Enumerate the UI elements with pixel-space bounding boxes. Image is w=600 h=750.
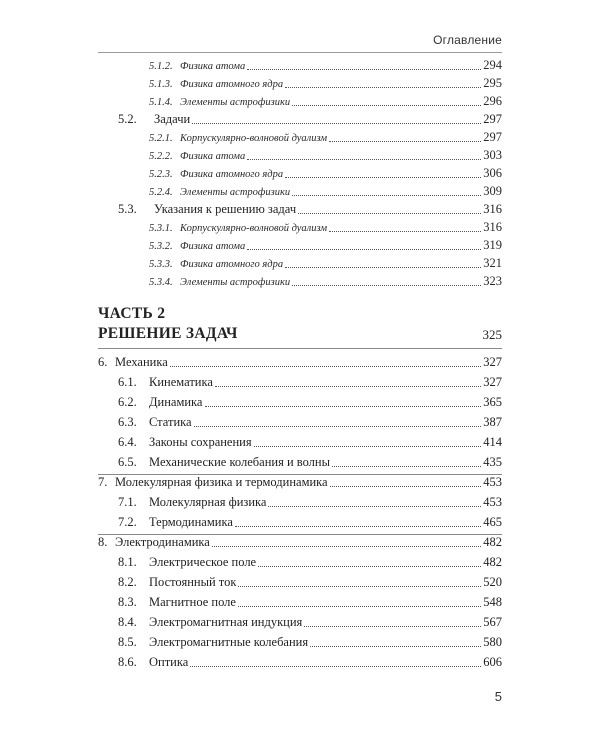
toc-entry[interactable]	[98, 352, 502, 372]
entry-page: 316	[483, 202, 502, 216]
entry-title: Физика атомного ядра	[180, 79, 284, 90]
entry-number: 5.2.3.	[149, 169, 173, 180]
dot-leader	[329, 230, 481, 232]
entry-title: Законы сохранения	[149, 435, 252, 449]
entry-page: 453	[483, 475, 502, 489]
entry-title: Динамика	[149, 395, 203, 409]
toc-entry[interactable]	[118, 552, 502, 572]
entry-title: Механика	[115, 355, 168, 369]
dot-leader	[310, 645, 481, 647]
toc-entry[interactable]	[149, 235, 502, 255]
entry-title: Корпускулярно-волновой дуализм	[180, 223, 328, 234]
dot-leader	[285, 176, 481, 178]
dot-leader	[170, 365, 481, 367]
dot-leader	[285, 86, 481, 88]
entry-number: 5.2.	[118, 112, 137, 126]
part-page: 325	[482, 327, 502, 342]
entry-number: 5.2.1.	[149, 133, 173, 144]
dot-leader	[247, 248, 481, 250]
entry-title: Постоянный ток	[149, 575, 237, 589]
dot-leader	[292, 194, 481, 196]
entry-page: 465	[483, 515, 502, 529]
dot-leader	[304, 625, 481, 627]
dot-leader	[292, 284, 481, 286]
entry-page: 548	[483, 595, 502, 609]
entry-number: 8.5.	[118, 635, 137, 649]
header-rule	[98, 52, 502, 53]
entry-title: Кинематика	[149, 375, 213, 389]
entry-number: 7.1.	[118, 495, 137, 509]
entry-page: 296	[483, 94, 502, 108]
toc-entry[interactable]	[118, 432, 502, 452]
entry-title: Электродинамика	[115, 535, 210, 549]
dot-leader	[285, 266, 481, 268]
dot-leader	[194, 425, 482, 427]
entry-number: 6.2.	[118, 395, 137, 409]
toc-entry[interactable]	[149, 217, 502, 237]
entry-page: 306	[483, 166, 502, 180]
dot-leader	[190, 665, 481, 667]
entry-title: Физика атома	[180, 61, 246, 72]
entry-number: 6.	[98, 355, 108, 369]
toc-entry[interactable]	[118, 592, 502, 612]
entry-page: 453	[483, 495, 502, 509]
toc-entry[interactable]	[98, 532, 502, 552]
entry-title: Молекулярная физика и термодинамика	[115, 475, 328, 489]
entry-page: 520	[483, 575, 502, 589]
dot-leader	[247, 68, 481, 70]
dot-leader	[258, 565, 481, 567]
entry-title: Физика атома	[180, 151, 246, 162]
entry-title: Элементы астрофизики	[180, 97, 291, 108]
entry-title: Указания к решению задач	[154, 202, 297, 216]
dot-leader	[329, 140, 481, 142]
entry-page: 316	[483, 220, 502, 234]
entry-page: 580	[483, 635, 502, 649]
dot-leader	[292, 104, 481, 106]
dot-leader	[205, 405, 482, 407]
toc-entry[interactable]	[149, 253, 502, 273]
entry-page: 606	[483, 655, 502, 669]
dot-leader	[215, 385, 481, 387]
dot-leader	[238, 605, 481, 607]
toc-entry[interactable]	[118, 512, 502, 532]
entry-title: Статика	[149, 415, 192, 429]
toc-entry[interactable]	[149, 55, 502, 75]
entry-title: Электромагнитная индукция	[149, 615, 303, 629]
dot-leader	[192, 122, 481, 124]
entry-number: 8.2.	[118, 575, 137, 589]
entry-page: 435	[483, 455, 502, 469]
toc-entry[interactable]	[118, 652, 502, 672]
entry-title: Молекулярная физика	[149, 495, 267, 509]
entry-page: 567	[483, 615, 502, 629]
toc-entry[interactable]	[118, 109, 502, 129]
toc-entry[interactable]	[118, 392, 502, 412]
entry-page: 365	[483, 395, 502, 409]
entry-page: 327	[483, 375, 502, 389]
dot-leader	[268, 505, 481, 507]
dot-leader	[238, 585, 481, 587]
toc-entry[interactable]	[118, 199, 502, 219]
part-label: ЧАСТЬ 2	[98, 305, 166, 322]
entry-page: 297	[483, 130, 502, 144]
dot-leader	[247, 158, 481, 160]
entry-page: 387	[483, 415, 502, 429]
toc-entry[interactable]	[118, 412, 502, 432]
entry-number: 8.6.	[118, 655, 137, 669]
part-rule	[98, 348, 502, 349]
toc-entry[interactable]	[118, 452, 502, 472]
toc-entry[interactable]	[149, 163, 502, 183]
entry-number: 7.2.	[118, 515, 137, 529]
entry-page: 303	[483, 148, 502, 162]
entry-page: 319	[483, 238, 502, 252]
entry-number: 5.1.3.	[149, 79, 173, 90]
entry-page: 321	[483, 256, 502, 270]
entry-number: 5.3.4.	[149, 277, 173, 288]
toc-entry[interactable]	[149, 91, 502, 111]
running-head: Оглавление	[433, 33, 502, 47]
entry-title: Оптика	[149, 655, 189, 669]
entry-page: 295	[483, 76, 502, 90]
dot-leader	[212, 545, 481, 547]
entry-number: 8.3.	[118, 595, 137, 609]
toc-entry[interactable]	[98, 472, 502, 492]
toc-entry[interactable]	[149, 73, 502, 93]
toc-entry[interactable]	[149, 181, 502, 201]
dot-leader	[330, 485, 482, 487]
entry-page: 323	[483, 274, 502, 288]
entry-number: 7.	[98, 475, 108, 489]
toc-entry[interactable]	[149, 145, 502, 165]
entry-number: 5.3.3.	[149, 259, 173, 270]
dot-leader	[332, 465, 481, 467]
toc-entry[interactable]	[149, 271, 502, 291]
toc-entry[interactable]	[118, 572, 502, 592]
dot-leader	[235, 525, 481, 527]
entry-title: Магнитное поле	[149, 595, 236, 609]
entry-number: 6.3.	[118, 415, 137, 429]
entry-number: 5.3.1.	[149, 223, 173, 234]
entry-page: 482	[483, 535, 502, 549]
entry-title: Физика атома	[180, 241, 246, 252]
entry-title: Электромагнитные колебания	[149, 635, 309, 649]
entry-number: 5.2.4.	[149, 187, 173, 198]
entry-title: Корпускулярно-волновой дуализм	[180, 133, 328, 144]
toc-entry[interactable]	[118, 492, 502, 512]
entry-number: 5.1.4.	[149, 97, 173, 108]
page-number: 5	[494, 689, 502, 704]
entry-number: 6.5.	[118, 455, 137, 469]
entry-number: 6.4.	[118, 435, 137, 449]
part-title[interactable]: РЕШЕНИЕ ЗАДАЧ	[98, 325, 238, 342]
entry-number: 5.3.2.	[149, 241, 173, 252]
entry-title: Элементы астрофизики	[180, 187, 291, 198]
entry-title: Термодинамика	[149, 515, 233, 529]
entry-title: Электрическое поле	[149, 555, 257, 569]
toc-entry[interactable]	[118, 612, 502, 632]
entry-page: 482	[483, 555, 502, 569]
entry-number: 5.3.	[118, 202, 137, 216]
entry-number: 5.1.2.	[149, 61, 173, 72]
toc-entry[interactable]	[118, 632, 502, 652]
entry-title: Механические колебания и волны	[149, 455, 330, 469]
entry-page: 297	[483, 112, 502, 126]
entry-title: Физика атомного ядра	[180, 259, 284, 270]
entry-number: 6.1.	[118, 375, 137, 389]
entry-page: 294	[483, 58, 502, 72]
entry-number: 5.2.2.	[149, 151, 173, 162]
dot-leader	[298, 212, 481, 214]
entry-title: Элементы астрофизики	[180, 277, 291, 288]
toc-entry[interactable]	[118, 372, 502, 392]
entry-page: 309	[483, 184, 502, 198]
dot-leader	[254, 445, 482, 447]
entry-title: Задачи	[154, 112, 191, 126]
entry-number: 8.4.	[118, 615, 137, 629]
entry-number: 8.1.	[118, 555, 137, 569]
entry-page: 414	[483, 435, 502, 449]
toc-entry[interactable]	[149, 127, 502, 147]
entry-page: 327	[483, 355, 502, 369]
entry-title: Физика атомного ядра	[180, 169, 284, 180]
entry-number: 8.	[98, 535, 108, 549]
